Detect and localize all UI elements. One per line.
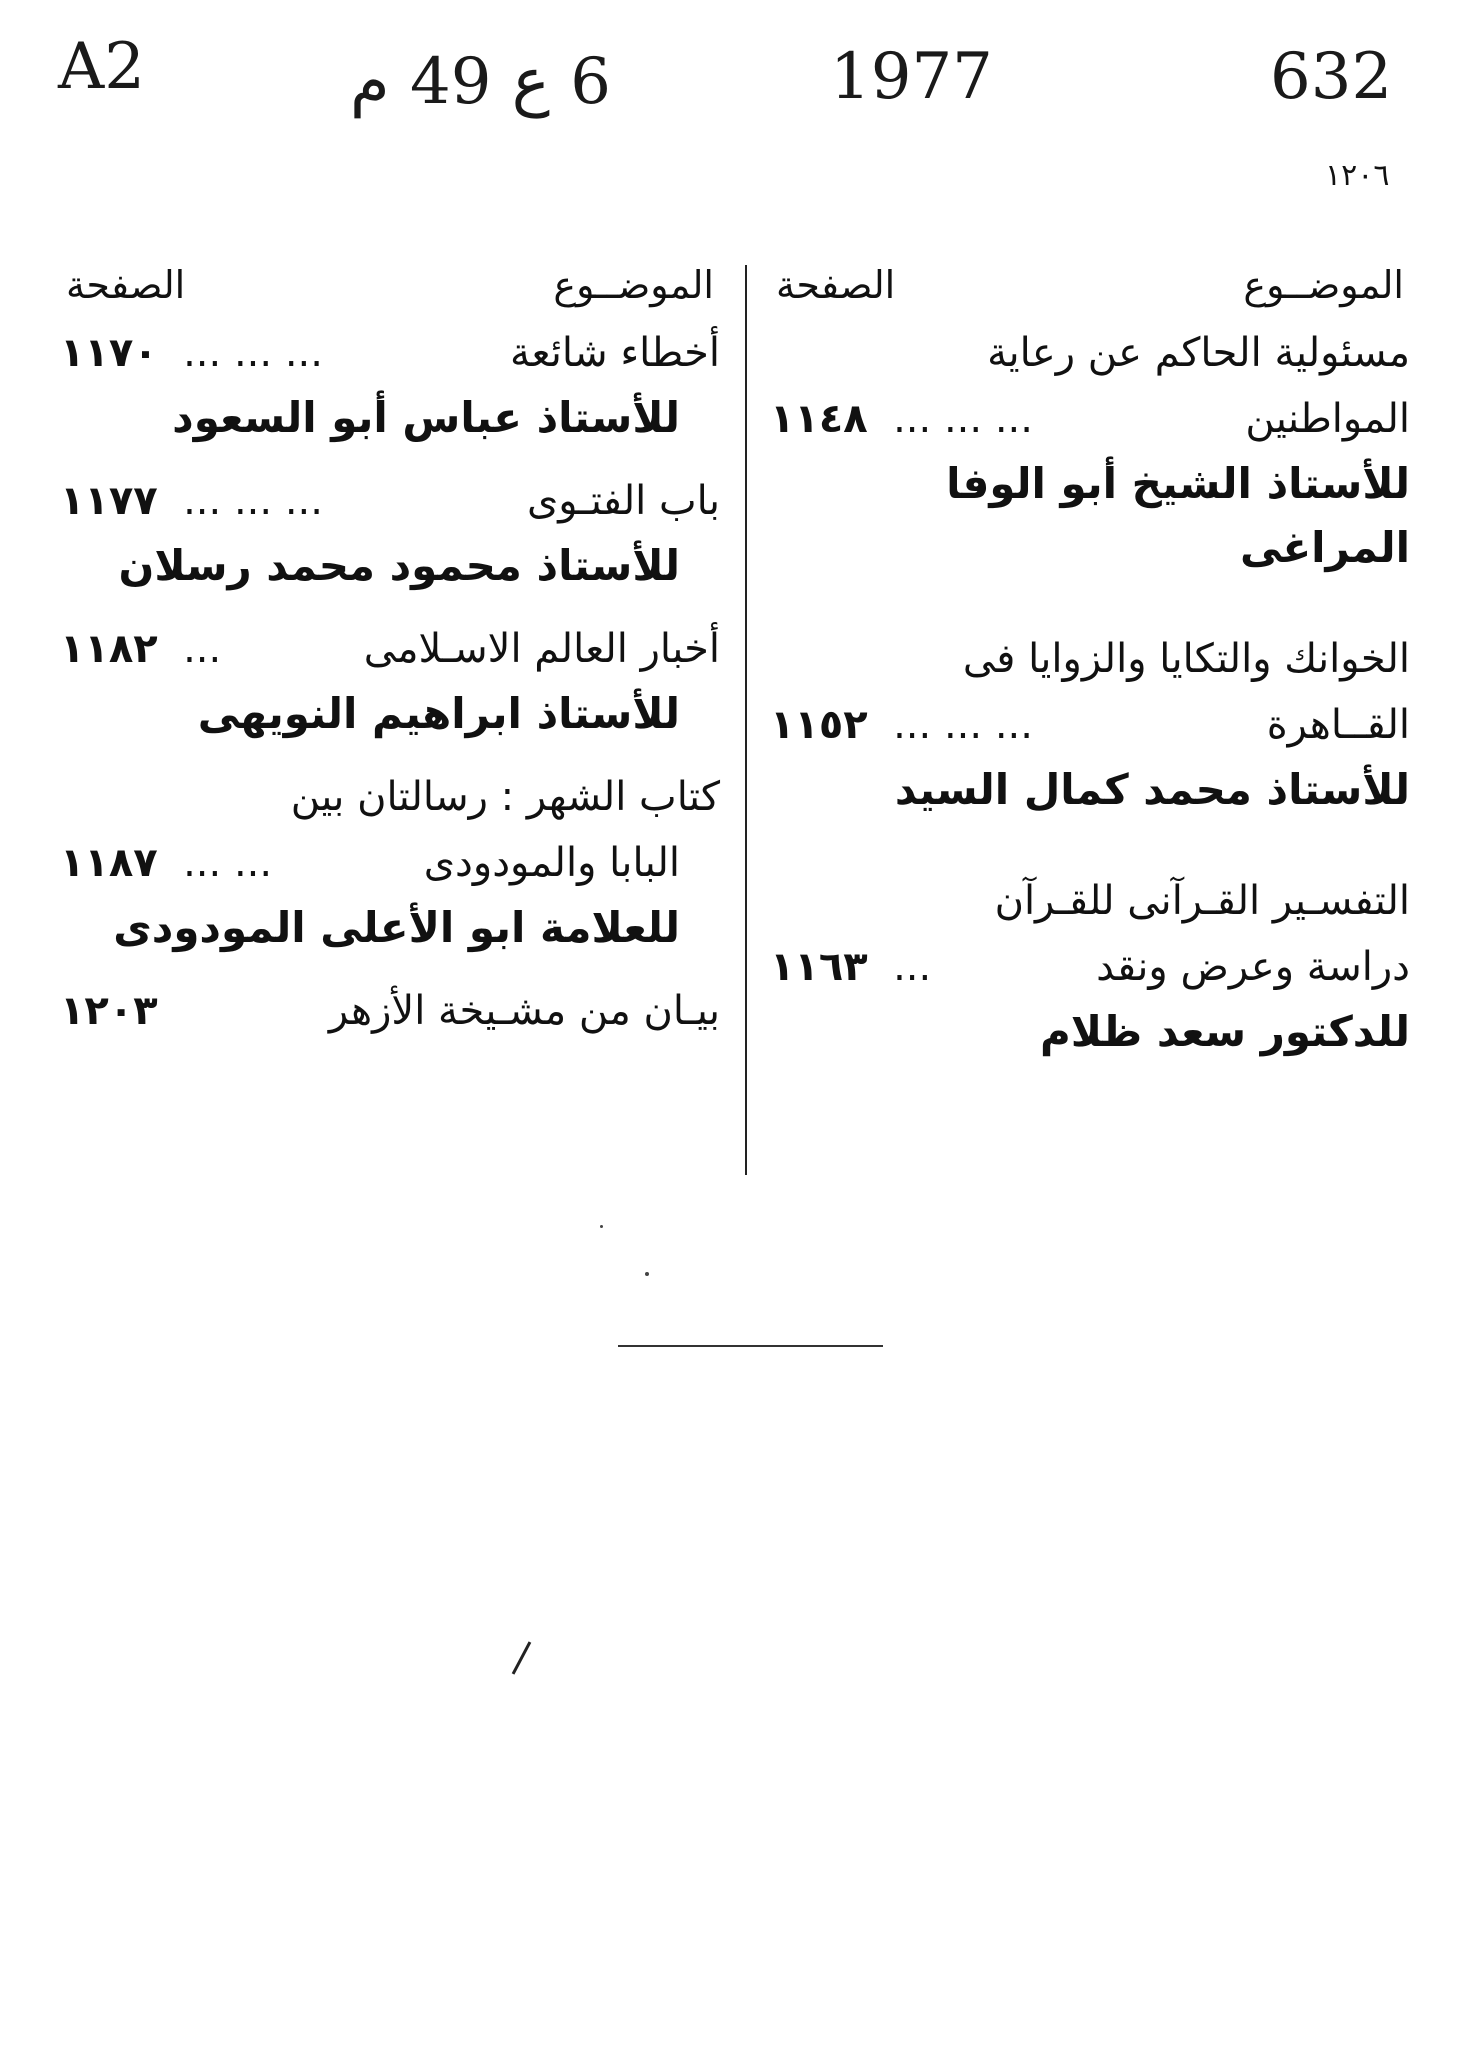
toc-entry	[770, 626, 1410, 822]
entry-author: للأستاذ عباس أبو السعود	[172, 393, 680, 442]
toc-left-column	[60, 250, 720, 1062]
page-header: الصفحة	[66, 263, 186, 307]
toc-entry	[770, 868, 1410, 1064]
leader-dots: ... ... ...	[893, 702, 1033, 748]
entry-author: للأستاذ ابراهيم النويهى	[197, 689, 680, 738]
entry-title-cont: البابا والمودودى	[423, 840, 680, 886]
toc-right-column	[770, 250, 1410, 1110]
handwritten-code-left: A2	[58, 30, 145, 104]
entry-title-cont: المواطنين	[1245, 396, 1410, 442]
speck	[600, 1225, 603, 1228]
page-number: ١٢٠٦	[1325, 158, 1390, 193]
section-end-rule	[618, 1345, 883, 1347]
speck	[645, 1272, 649, 1276]
subject-header: الموضــوع	[1243, 263, 1404, 307]
entry-page: ١٢٠٣	[60, 988, 158, 1034]
leader-dots: ...	[183, 626, 222, 672]
entry-author: للأستاذ الشيخ أبو الوفا المراغى	[946, 459, 1410, 572]
handwritten-issue: 6 ع 49 م	[350, 45, 611, 119]
entry-page: ١١٨٢	[60, 626, 158, 672]
entry-title: كتاب الشهر : رسالتان بين	[290, 774, 720, 820]
toc-entry	[770, 320, 1410, 580]
toc-entry	[60, 468, 720, 598]
entry-title: أخطاء شائعة	[510, 330, 720, 376]
leader-dots: ... ... ...	[183, 330, 323, 376]
leader-dots: ... ...	[183, 840, 273, 886]
toc-entry	[60, 764, 720, 960]
entry-author: للعلامة ابو الأعلى المودودى	[113, 903, 680, 952]
entry-title: الخوانك والتكايا والزوايا فى	[962, 636, 1410, 682]
entry-page: ١١٦٣	[770, 944, 868, 990]
leader-dots: ... ... ...	[893, 396, 1033, 442]
handwritten-year: 1977	[830, 40, 993, 114]
entry-page: ١١٨٧	[60, 840, 158, 886]
column-divider	[745, 265, 747, 1175]
toc-entry	[60, 320, 720, 450]
column-header	[770, 250, 1410, 320]
handwritten-code-right: 632	[1270, 40, 1393, 114]
entry-title: أخبار العالم الاسـلامى	[363, 626, 720, 672]
entry-title: مسئولية الحاكم عن رعاية	[987, 330, 1410, 376]
entry-title: التفسـير القـرآنى للقـرآن	[994, 878, 1410, 924]
toc-entry	[60, 616, 720, 746]
entry-title-cont: دراسة وعرض ونقد	[1096, 944, 1410, 990]
entry-page: ١١٧٠	[60, 330, 158, 376]
entry-title: بيـان من مشـيخة الأزهر	[328, 988, 720, 1034]
entry-title-cont: القــاهرة	[1266, 702, 1410, 748]
entry-page: ١١٤٨	[770, 396, 868, 442]
entry-author: للأستاذ محمود محمد رسلان	[118, 541, 680, 590]
subject-header: الموضــوع	[553, 263, 714, 307]
leader-dots: ...	[893, 944, 932, 990]
toc-entry	[60, 978, 720, 1044]
column-header	[60, 250, 720, 320]
pen-mark	[512, 1641, 532, 1674]
entry-title: باب الفتـوى	[527, 478, 720, 524]
page-header: الصفحة	[776, 263, 896, 307]
entry-author: للدكتور سعد ظلام	[1039, 1007, 1410, 1056]
entry-page: ١١٥٢	[770, 702, 868, 748]
entry-page: ١١٧٧	[60, 478, 158, 524]
entry-author: للأستاذ محمد كمال السيد	[894, 765, 1410, 814]
leader-dots: ... ... ...	[183, 478, 323, 524]
